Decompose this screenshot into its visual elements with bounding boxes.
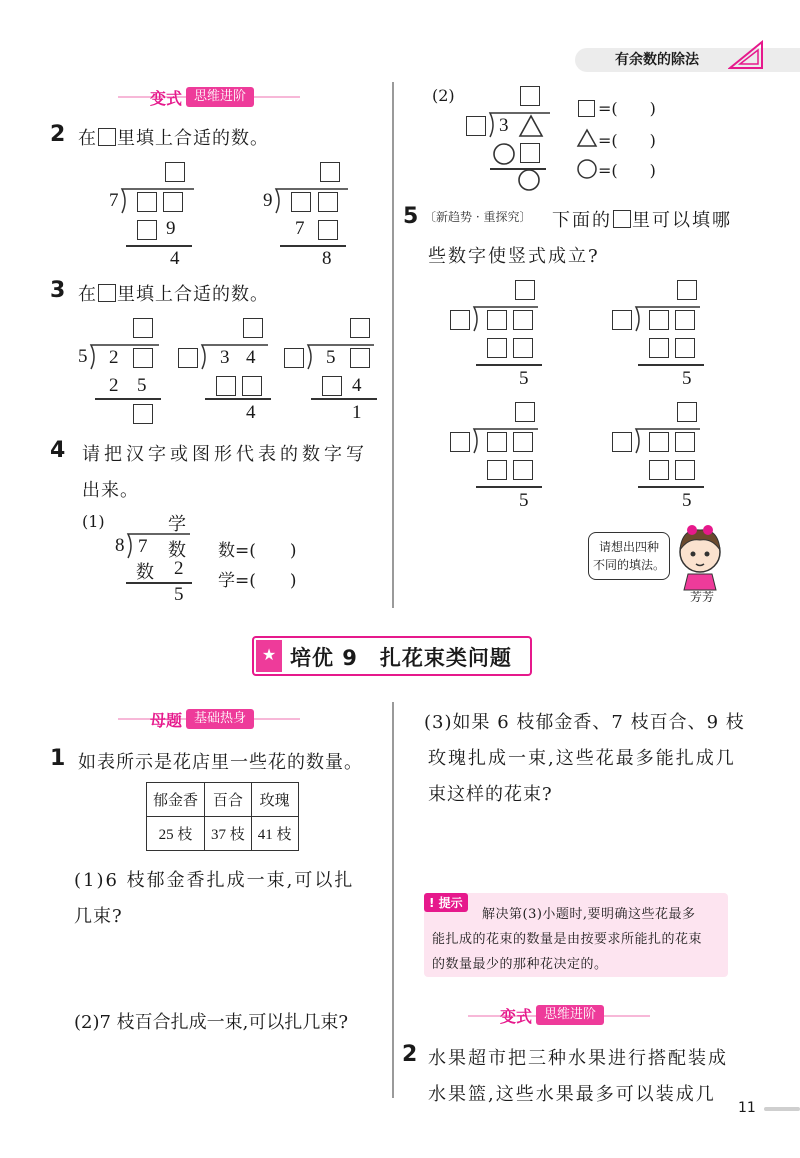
division-bracket: [470, 427, 550, 457]
subtraction-line: [205, 398, 271, 400]
sub-question-2: (2)7 枝百合扎成一束,可以扎几束?: [74, 1012, 349, 1033]
answer-box[interactable]: [612, 432, 632, 452]
hint-bubble: 请想出四种 不同的填法。: [588, 532, 670, 580]
question-text: 水果超市把三种水果进行搭配装成: [428, 1048, 728, 1069]
product-digit: 9: [166, 218, 176, 239]
answer-shu[interactable]: 数=( ): [218, 541, 297, 561]
sub-question-label: (2): [432, 86, 455, 105]
question-text-cont: 出来。: [82, 480, 139, 501]
column-divider-bottom: [392, 702, 394, 1098]
table-header-cell: 百合: [205, 783, 252, 817]
square-symbol: [466, 116, 486, 136]
product-char: 数: [136, 562, 154, 582]
division-bracket: [304, 343, 384, 373]
answer-box[interactable]: [487, 460, 507, 480]
product-digit: 2: [174, 558, 184, 579]
answer-box[interactable]: [513, 460, 533, 480]
banner-title: 培优 9 扎花束类问题: [290, 646, 512, 670]
square-symbol: [520, 143, 540, 163]
answer-box[interactable]: [133, 404, 153, 424]
answer-box[interactable]: [320, 162, 340, 182]
triangle-icon: [518, 114, 544, 138]
table-row: [147, 817, 299, 851]
dividend-digit: 2: [109, 347, 119, 368]
answer-box[interactable]: [163, 192, 183, 212]
subtraction-line: [476, 364, 542, 366]
subtraction-line: [638, 364, 704, 366]
product-digit: 4: [352, 375, 362, 396]
remainder: 5: [682, 490, 692, 511]
dividend-digit: 3: [499, 115, 509, 136]
answer-box[interactable]: [612, 310, 632, 330]
answer-box[interactable]: [133, 318, 153, 338]
character-name: 芳芳: [690, 590, 715, 604]
answer-box[interactable]: [318, 192, 338, 212]
tag-label: 变式: [500, 1006, 533, 1026]
answer-box[interactable]: [487, 338, 507, 358]
answer-box[interactable]: [242, 376, 262, 396]
question-text-cont: 些数字使竖式成立?: [428, 246, 600, 267]
answer-box[interactable]: [165, 162, 185, 182]
division-bracket: [87, 343, 167, 373]
answer-box[interactable]: [350, 348, 370, 368]
answer-box[interactable]: [515, 402, 535, 422]
answer-box[interactable]: [677, 280, 697, 300]
division-bracket: [470, 305, 550, 335]
remainder: 4: [246, 402, 256, 423]
tag-sublabel: 基础热身: [186, 709, 254, 729]
dividend-digit: 4: [246, 347, 256, 368]
remainder: 5: [519, 490, 529, 511]
answer-box[interactable]: [243, 318, 263, 338]
question-number: 3: [50, 278, 66, 303]
answer-box[interactable]: [137, 192, 157, 212]
division-bracket: [632, 427, 712, 457]
division-bracket: [632, 305, 712, 335]
remainder: 5: [174, 584, 184, 605]
girl-character-icon: [668, 522, 730, 592]
answer-triangle[interactable]: =( ): [598, 131, 656, 150]
tag-sublabel: 思维进阶: [186, 87, 254, 107]
answer-box[interactable]: [322, 376, 342, 396]
dividend-char: 数: [168, 540, 186, 560]
question-text: 下面的 里可以填哪: [552, 210, 732, 231]
question-number: 5: [403, 204, 419, 229]
answer-box[interactable]: [284, 348, 304, 368]
page-number-bar: [764, 1107, 800, 1111]
answer-circle[interactable]: =( ): [598, 161, 656, 180]
question-number: 4: [50, 438, 66, 463]
answer-xue[interactable]: 学=( ): [218, 571, 297, 591]
product-digit: 2: [109, 375, 119, 396]
divisor: 9: [263, 190, 273, 211]
table-cell: 25 枝: [147, 817, 205, 851]
chapter-title: 有余数的除法: [615, 52, 699, 68]
table-cell: 41 枝: [251, 817, 298, 851]
subtraction-line: [280, 245, 346, 247]
answer-box[interactable]: [675, 460, 695, 480]
tip-text: 能扎成的花束的数量是由按要求所能扎的花束: [432, 932, 703, 947]
sub-question-3-cont2: 束这样的花束?: [428, 784, 553, 805]
dividend-digit: 3: [220, 347, 230, 368]
answer-box[interactable]: [649, 338, 669, 358]
circle-icon: [517, 168, 541, 192]
remainder: 5: [519, 368, 529, 389]
subtraction-line: [476, 486, 542, 488]
circle-icon: [492, 142, 516, 166]
question-text: 在 里填上合适的数。: [78, 284, 269, 305]
section-tag-variant: [146, 86, 254, 108]
dividend-digit: 7: [138, 536, 148, 557]
division-bracket: [118, 187, 198, 217]
divisor: 5: [78, 346, 88, 367]
answer-box[interactable]: [137, 220, 157, 240]
question-text: 如表所示是花店里一些花的数量。: [78, 752, 363, 773]
table-cell: 37 枝: [205, 817, 252, 851]
answer-box[interactable]: [133, 348, 153, 368]
flower-table: [146, 782, 299, 851]
ruler-icon: [728, 40, 764, 70]
tip-badge: ! 提示: [424, 893, 468, 912]
triangle-icon: [576, 128, 598, 148]
division-bracket: [198, 343, 278, 373]
square-symbol: [578, 100, 595, 117]
remainder: 8: [322, 248, 332, 269]
quotient-char: 学: [168, 514, 186, 534]
subtraction-line: [311, 398, 377, 400]
question-number: 2: [50, 122, 66, 147]
sub-question-1-cont: 几束?: [74, 906, 123, 927]
question-text-cont: 水果篮,这些水果最多可以装成几: [428, 1084, 716, 1105]
divisor: 7: [109, 190, 119, 211]
tag-label: 母题: [150, 710, 183, 730]
answer-box[interactable]: [675, 338, 695, 358]
square-symbol: [520, 86, 540, 106]
sub-question-3-cont: 玫瑰扎成一束,这些花最多能扎成几: [428, 748, 736, 769]
question-text: 在 里填上合适的数。: [78, 128, 269, 149]
answer-box[interactable]: [450, 310, 470, 330]
answer-box[interactable]: [216, 376, 236, 396]
column-divider-top: [392, 82, 394, 608]
page-number: 11: [738, 1100, 756, 1116]
answer-box[interactable]: [649, 460, 669, 480]
trend-badge: 〔新趋势 · 重探究〕: [424, 210, 532, 224]
product-digit: 7: [295, 218, 305, 239]
remainder: 5: [682, 368, 692, 389]
dividend-digit: 5: [326, 347, 336, 368]
division-bracket: [272, 187, 352, 217]
sub-question-1: (1)6 枝郁金香扎成一束,可以扎: [74, 870, 355, 891]
tag-label: 变式: [150, 88, 183, 108]
tip-text: 解决第(3)小题时,要明确这些花最多: [482, 907, 696, 922]
answer-box[interactable]: [677, 402, 697, 422]
divisor: 8: [115, 535, 125, 556]
question-text: 请把汉字或图形代表的数字写: [82, 444, 368, 465]
product-digit: 5: [137, 375, 147, 396]
subtraction-line: [638, 486, 704, 488]
table-header-row: [147, 783, 299, 817]
sub-question-3: (3)如果 6 枝郁金香、7 枝百合、9 枝: [424, 712, 745, 733]
remainder: 4: [170, 248, 180, 269]
tip-text: 的数量最少的那种花决定的。: [432, 957, 608, 972]
table-header-cell: 郁金香: [147, 783, 205, 817]
question-number: 2: [402, 1042, 418, 1067]
question-number: 1: [50, 746, 66, 771]
answer-box[interactable]: [450, 432, 470, 452]
answer-box[interactable]: [178, 348, 198, 368]
answer-box[interactable]: [513, 338, 533, 358]
answer-box[interactable]: [350, 318, 370, 338]
section-tag-variant: [496, 1004, 604, 1026]
answer-box[interactable]: [318, 220, 338, 240]
circle-icon: [576, 158, 598, 180]
answer-box[interactable]: [291, 192, 311, 212]
subtraction-line: [95, 398, 161, 400]
answer-square[interactable]: =( ): [598, 99, 656, 118]
tag-sublabel: 思维进阶: [536, 1005, 604, 1025]
sub-question-label: (1): [82, 512, 105, 531]
star-icon: ★: [256, 640, 282, 672]
answer-box[interactable]: [515, 280, 535, 300]
subtraction-line: [126, 245, 192, 247]
section-tag-mother: [146, 708, 254, 730]
table-header-cell: 玫瑰: [251, 783, 298, 817]
remainder: 1: [352, 402, 362, 423]
